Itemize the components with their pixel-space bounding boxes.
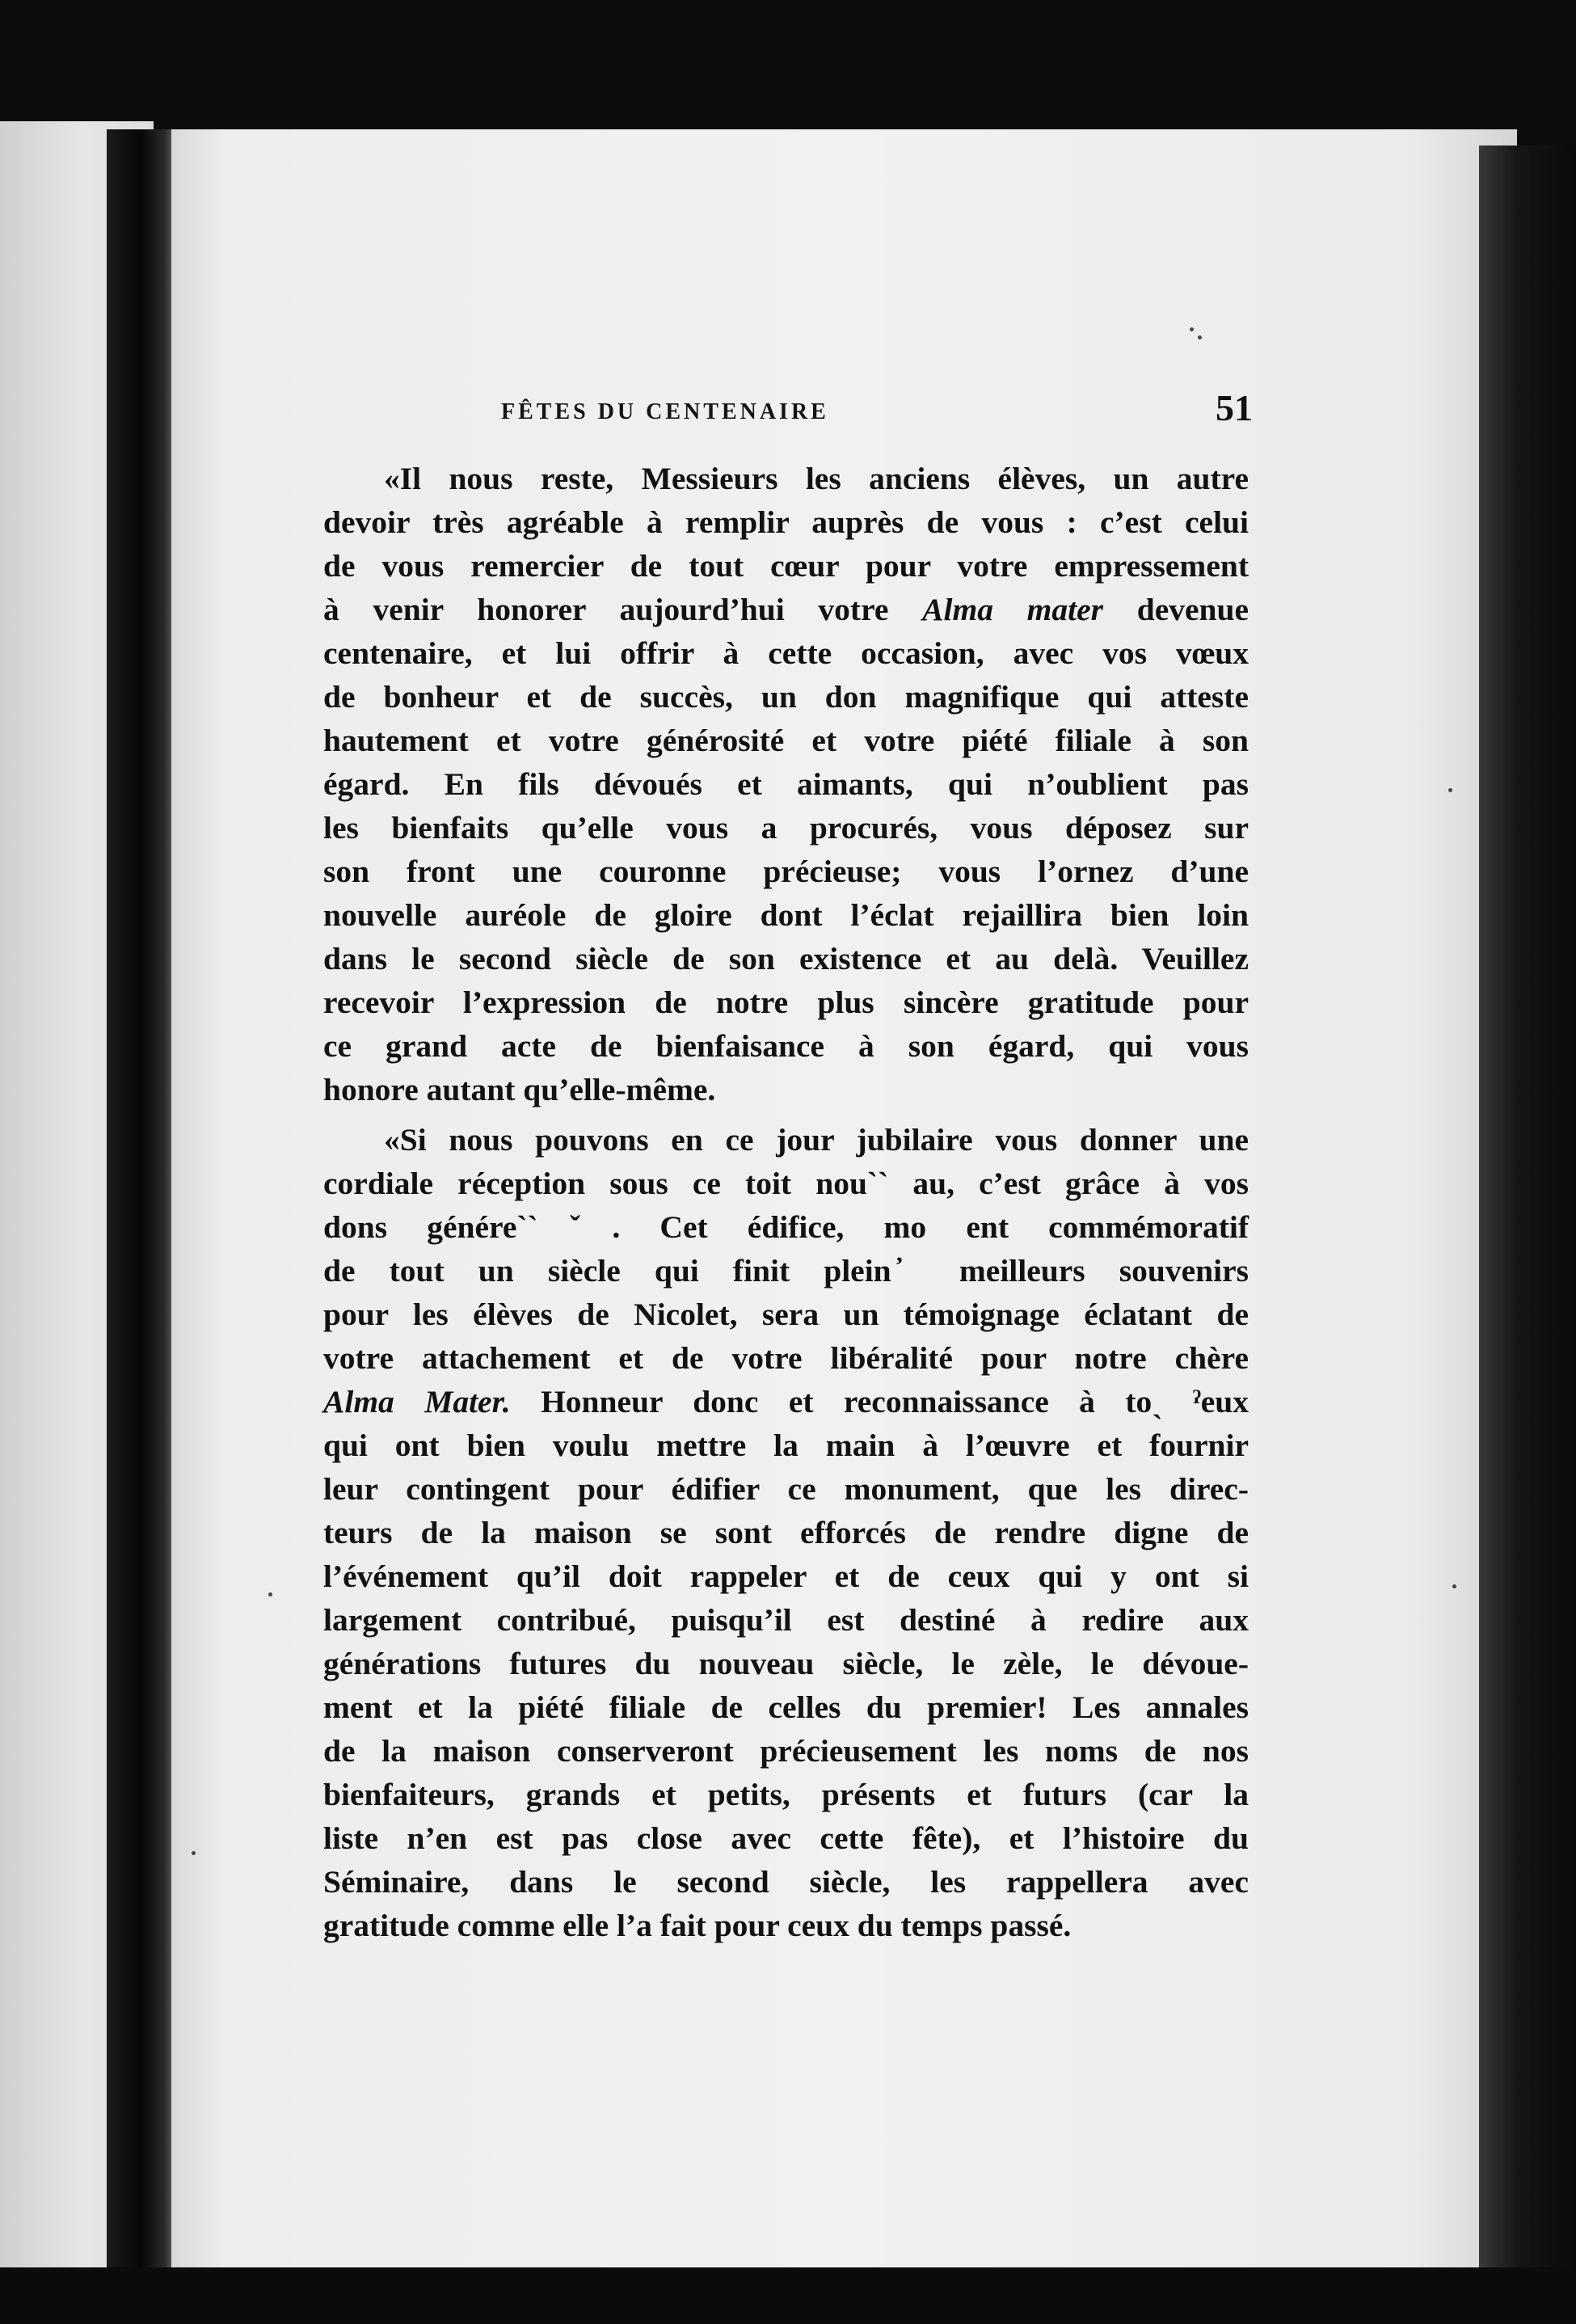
page-right-edge: [1479, 146, 1576, 2324]
body-text: [323, 457, 1249, 1947]
text-line: de vous remercier de tout cœur pour votre empressement: [323, 548, 1249, 584]
text-line: générations futures du nouveau siècle, le zèle, le dévoue-: [323, 1646, 1249, 1681]
text-line: «Si nous pouvons en ce jour jubilaire vous donner une: [384, 1122, 1249, 1158]
italic-phrase: Alma mater: [922, 592, 1104, 627]
text-line: à venir honorer aujourd’hui votre Alma mater devenue: [323, 592, 1249, 627]
text-line: nouvelle auréole de gloire dont l’éclat rejaillira bien loin: [323, 897, 1249, 933]
text-line: recevoir l’expression de notre plus sincère gratitude pour: [323, 985, 1249, 1020]
text-line: l’événement qu’il doit rappeler et de ceux qui y ont si: [323, 1558, 1249, 1594]
scan-speck: [1452, 1584, 1456, 1588]
scan-speck: [268, 1592, 272, 1596]
text-line: son front une couronne précieuse; vous l’ornez d’une: [323, 854, 1249, 889]
running-head: FÊTES DU CENTENAIRE: [501, 399, 829, 424]
scan-speck: [192, 1851, 196, 1855]
text-line: de tout un siècle qui finit plein ҆ meilleurs souvenirs: [323, 1253, 1249, 1289]
text-line: qui ont bien voulu mettre la main à l’œuvre et fournir: [323, 1428, 1249, 1463]
text-line: centenaire, et lui offrir à cette occasion, avec vos vœux: [323, 635, 1249, 671]
text-line: dans le second siècle de son existence et au delà. Veuillez: [323, 941, 1249, 976]
paragraph-2: [323, 1118, 1249, 1947]
text-line: votre attachement et de votre libéralité pour notre chère: [323, 1340, 1249, 1376]
scan-bottom-border: [0, 2267, 1576, 2324]
scan-speck: [1198, 335, 1202, 340]
text-line: largement contribué, puisqu’il est destiné à redire aux: [323, 1602, 1249, 1638]
text-line: les bienfaits qu’elle vous a procurés, vous déposez sur: [323, 810, 1249, 846]
text-line: ment et la piété filiale de celles du premier! Les annales: [323, 1689, 1249, 1725]
text-line: Séminaire, dans le second siècle, les rappellera avec: [323, 1864, 1249, 1900]
text-line: leur contingent pour édifier ce monument, que les direc-: [323, 1471, 1249, 1507]
text-line: honore autant qu’elle-même.: [323, 1072, 716, 1107]
text-line: «Il nous reste, Messieurs les anciens élèves, un autre: [384, 461, 1249, 496]
paragraph-1: [323, 457, 1249, 1111]
text-line: cordiale réception sous ce toit nou`` au, c’est grâce à vos: [323, 1166, 1249, 1201]
text-line: Alma Mater. Honneur donc et reconnaissance à toˎ ˀeux: [323, 1384, 1249, 1419]
text-line: dons génére``ˇ. Cet édifice, mo ent commémoratif: [323, 1209, 1249, 1245]
text-line: de la maison conserveront précieusement les noms de nos: [323, 1733, 1249, 1769]
italic-phrase: Alma Mater.: [323, 1384, 511, 1419]
text-line: hautement et votre générosité et votre piété filiale à son: [323, 723, 1249, 758]
text-line: liste n’en est pas close avec cette fête), et l’histoire du: [323, 1820, 1249, 1856]
scan-speck: [1448, 788, 1452, 792]
text-line: bienfaiteurs, grands et petits, présents et futurs (car la: [323, 1777, 1249, 1812]
text-line: gratitude comme elle l’a fait pour ceux du temps passé.: [323, 1908, 1072, 1943]
text-line: ce grand acte de bienfaisance à son égard, qui vous: [323, 1028, 1249, 1064]
scan-speck: [1190, 327, 1194, 331]
text-line: égard. En fils dévoués et aimants, qui n’oublient pas: [323, 766, 1249, 802]
text-line: de bonheur et de succès, un don magnifique qui atteste: [323, 679, 1249, 715]
text-line: devoir très agréable à remplir auprès de vous : c’est celui: [323, 504, 1249, 540]
text-line: pour les élèves de Nicolet, sera un témoignage éclatant de: [323, 1297, 1249, 1332]
page-number: 51: [1216, 387, 1253, 428]
text-line: teurs de la maison se sont efforcés de rendre digne de: [323, 1515, 1249, 1550]
